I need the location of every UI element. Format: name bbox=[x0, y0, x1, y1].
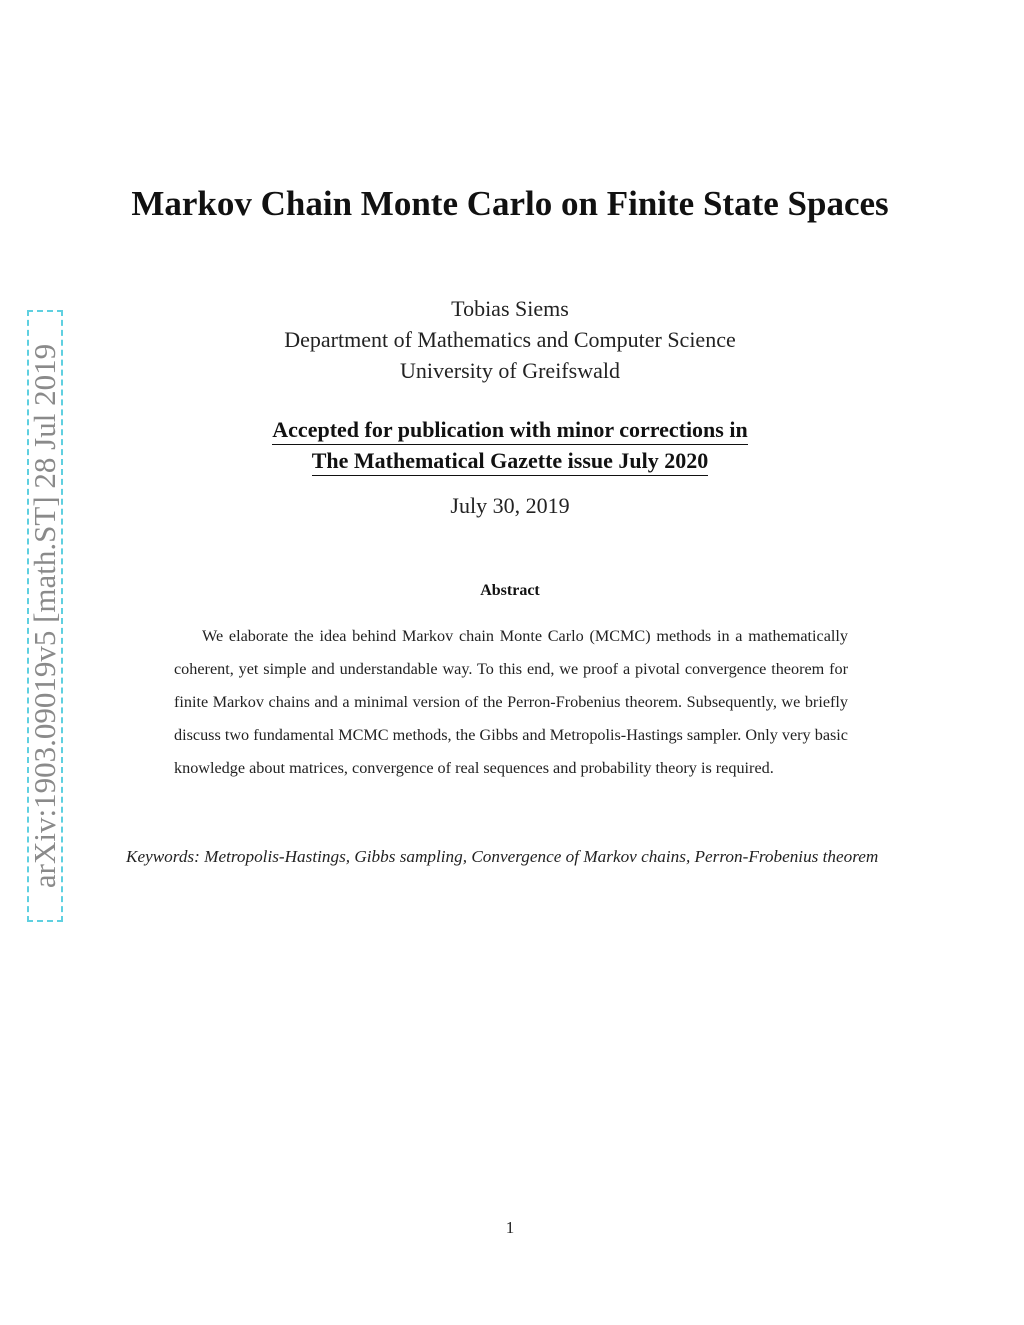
author-name: Tobias Siems bbox=[451, 296, 569, 321]
abstract-heading: Abstract bbox=[480, 582, 540, 599]
page-number: 1 bbox=[505, 1218, 515, 1237]
keywords: Keywords: Metropolis-Hastings, Gibbs sampling, Convergence of Markov chains, Perron-Frobenius theorem bbox=[126, 847, 879, 866]
author-department: Department of Mathematics and Computer Science bbox=[284, 327, 736, 352]
author-block bbox=[150, 293, 870, 386]
abstract-text: We elaborate the idea behind Markov chain Monte Carlo (MCMC) methods in a mathematically coherent, yet simple and understandable way. To this end, we proof a pivotal convergence theorem for finite Markov chains and a minimal version of the Perron-Frobenius theorem. Subsequently, we briefly discuss two fundamental MCMC methods, the Gibbs and Metropolis-Hastings sampler. Only very basic knowledge about matrices, convergence of real sequences and probability theory is required. bbox=[174, 627, 848, 777]
paper-date: July 30, 2019 bbox=[450, 493, 570, 518]
publication-note-line-2: The Mathematical Gazette issue July 2020 bbox=[312, 447, 709, 476]
arxiv-stamp[interactable] bbox=[27, 310, 63, 922]
author-university: University of Greifswald bbox=[400, 358, 620, 383]
arxiv-identifier[interactable]: arXiv:1903.09019v5 [math.ST] 28 Jul 2019 bbox=[27, 343, 62, 889]
paper-title: Markov Chain Monte Carlo on Finite State Spaces bbox=[131, 184, 889, 223]
publication-note bbox=[150, 414, 870, 476]
publication-note-line-1: Accepted for publication with minor corrections in bbox=[272, 416, 747, 445]
